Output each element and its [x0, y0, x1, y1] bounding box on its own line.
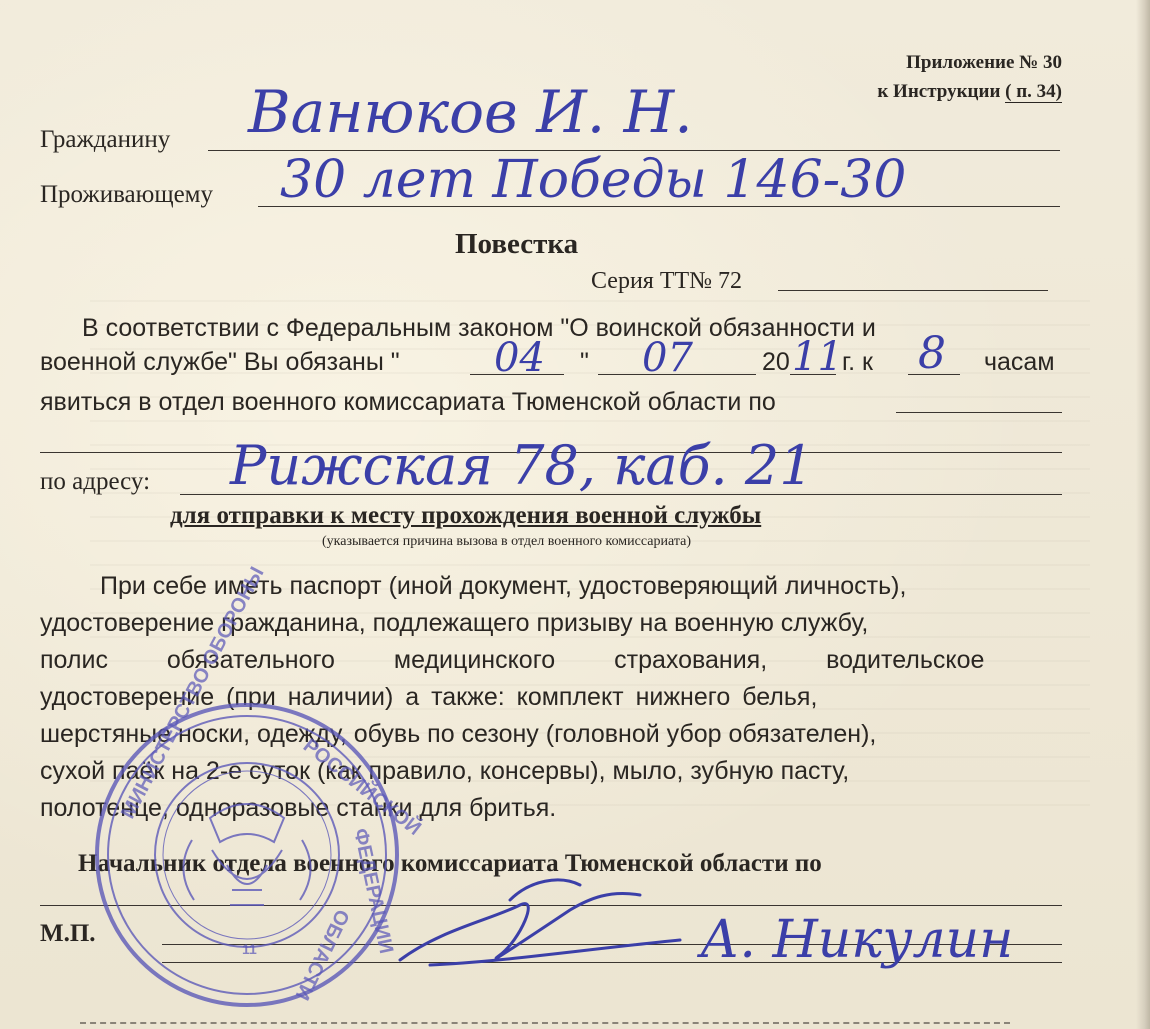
instruction-line: удостоверение (при наличии) а также: комплект нижнего белья,	[40, 683, 818, 711]
svg-text:РОССИЙСКОЙ: РОССИЙСКОЙ	[298, 734, 426, 840]
address-value: Рижская 78, каб. 21	[230, 434, 814, 497]
instruction-line: шерстяные носки, одежду, обувь по сезону (головной убор обязателен),	[40, 720, 877, 748]
series-number: Серия ТТ№ 72	[591, 268, 743, 294]
citizen-value: Ванюков И. Н.	[248, 78, 693, 146]
signature-scribble	[380, 870, 720, 980]
year-value: 11	[792, 334, 843, 380]
appendix-header	[877, 48, 1062, 106]
appendix-line1: Приложение № 30	[906, 52, 1062, 73]
body-line2-c: 20	[762, 348, 790, 376]
address-label: по адресу:	[40, 468, 151, 495]
body-line2-a: военной службе" Вы обязаны "	[40, 348, 400, 376]
document-title: Повестка	[455, 228, 579, 260]
residence-label: Проживающему	[40, 181, 213, 208]
svg-text:11: 11	[242, 941, 257, 957]
chief-title: Начальник отдела военного комиссариата Тюменской области по	[78, 850, 822, 877]
instruction-line: При себе иметь паспорт (иной документ, удостоверяющий личность),	[100, 572, 907, 600]
month-value: 07	[642, 335, 693, 381]
tear-line	[80, 1022, 1010, 1024]
svg-text:МИНИСТЕРСТВО ОБОРОНЫ: МИНИСТЕРСТВО ОБОРОНЫ	[116, 563, 269, 823]
svg-text:ФЕДЕРАЦИИ: ФЕДЕРАЦИИ	[349, 826, 398, 956]
paper-edge	[1136, 0, 1150, 1029]
body-line2-b: "	[580, 348, 589, 376]
signer-name: А. Никулин	[700, 910, 1014, 970]
stamp-place-label: М.П.	[40, 920, 96, 947]
body-line2-e: часам	[984, 348, 1055, 376]
instruction-line: сухой паёк на 2-е суток (как правило, консервы), мыло, зубную пасту,	[40, 757, 850, 785]
body-line2-d: г. к	[842, 348, 873, 376]
residence-value: 30 лет Победы 146-30	[280, 150, 907, 210]
hour-value: 8	[918, 328, 946, 379]
day-value: 04	[494, 335, 545, 381]
svg-text:ОБЛАСТИ: ОБЛАСТИ	[290, 905, 354, 1004]
body-line3: явиться в отдел военного комиссариата Тюменской области по	[40, 388, 776, 416]
official-stamp	[92, 563, 426, 1010]
summons-purpose: для отправки к месту прохождения военной службы	[170, 502, 762, 529]
series-line	[778, 290, 1048, 291]
appendix-line2	[877, 77, 1062, 106]
instruction-line: полис обязательного медицинского страхования, водительское	[40, 646, 985, 674]
citizen-label: Гражданину	[40, 126, 171, 153]
instruction-line: полотенце, одноразовые станки для бритья.	[40, 794, 557, 822]
district-line	[896, 412, 1062, 413]
purpose-hint: (указывается причина вызова в отдел военного комиссариата)	[322, 534, 691, 549]
instruction-line: удостоверение гражданина, подлежащего призыву на военную службу,	[40, 609, 869, 637]
appendix-ref: ( п. 34)	[1005, 81, 1062, 102]
body-line1: В соответствии с Федеральным законом "О воинской обязанности и	[82, 314, 876, 342]
appendix-prefix: к Инструкции	[877, 81, 1006, 102]
